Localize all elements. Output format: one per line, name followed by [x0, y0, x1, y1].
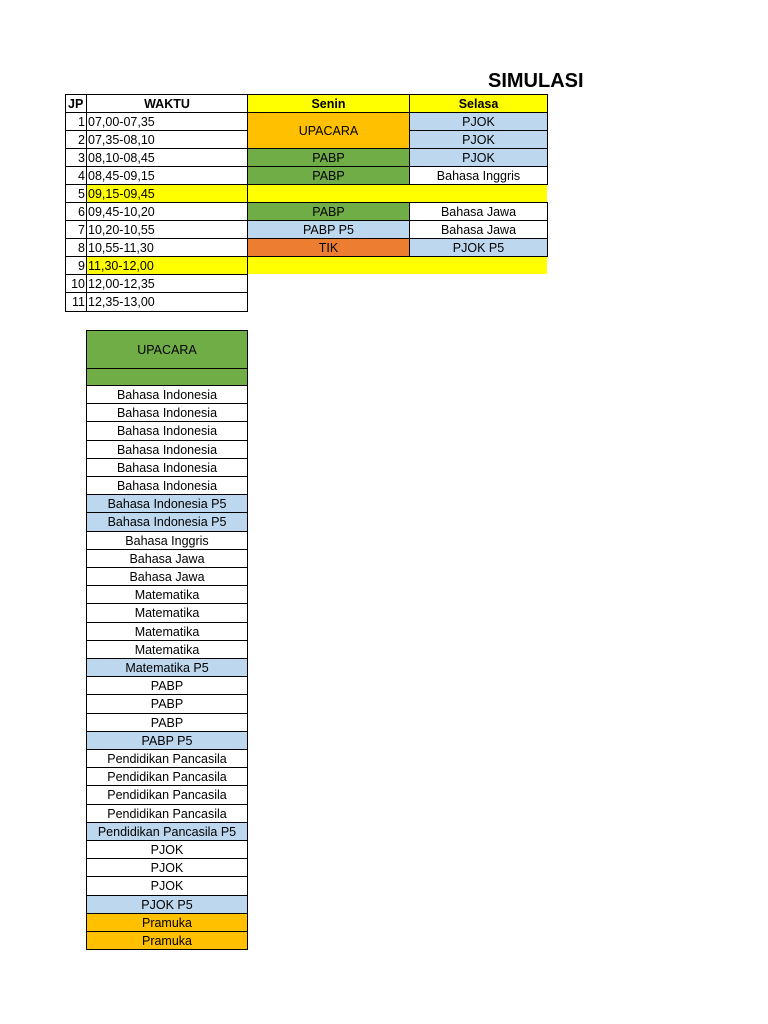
- jp-cell[interactable]: 1: [65, 112, 87, 131]
- subject-item[interactable]: PJOK: [86, 876, 248, 896]
- senin-cell[interactable]: PABP: [247, 202, 410, 221]
- selasa-cell[interactable]: PJOK P5: [409, 238, 548, 257]
- subject-item[interactable]: Bahasa Indonesia: [86, 385, 248, 404]
- jp-cell[interactable]: 4: [65, 166, 87, 185]
- subject-item[interactable]: Pendidikan Pancasila: [86, 767, 248, 786]
- subject-item[interactable]: Matematika: [86, 603, 248, 623]
- subject-item[interactable]: PABP: [86, 676, 248, 695]
- break-row-9: [248, 257, 547, 274]
- jp-cell[interactable]: 8: [65, 238, 87, 257]
- subject-item[interactable]: Matematika: [86, 585, 248, 604]
- waktu-cell[interactable]: 10,20-10,55: [86, 220, 248, 239]
- subject-item[interactable]: Pendidikan Pancasila: [86, 785, 248, 805]
- subject-item[interactable]: Pramuka: [86, 931, 248, 950]
- waktu-cell-break[interactable]: 11,30-12,00: [86, 256, 248, 275]
- subject-item[interactable]: Matematika: [86, 622, 248, 641]
- jp-cell[interactable]: 5: [65, 184, 87, 203]
- waktu-cell[interactable]: 08,10-08,45: [86, 148, 248, 167]
- senin-cell[interactable]: PABP: [247, 148, 410, 167]
- subject-item[interactable]: Bahasa Inggris: [86, 531, 248, 550]
- jp-cell[interactable]: 2: [65, 130, 87, 149]
- subject-item[interactable]: PABP: [86, 713, 248, 732]
- waktu-cell[interactable]: 08,45-09,15: [86, 166, 248, 185]
- subject-item[interactable]: PJOK: [86, 858, 248, 877]
- subject-item[interactable]: Bahasa Indonesia: [86, 440, 248, 459]
- jp-cell[interactable]: 3: [65, 148, 87, 167]
- subject-item[interactable]: Pendidikan Pancasila: [86, 804, 248, 823]
- header-selasa[interactable]: Selasa: [409, 94, 548, 113]
- subject-item[interactable]: Bahasa Indonesia: [86, 458, 248, 477]
- waktu-cell[interactable]: 07,00-07,35: [86, 112, 248, 131]
- subject-item[interactable]: Bahasa Jawa: [86, 567, 248, 586]
- subject-item[interactable]: Pendidikan Pancasila P5: [86, 822, 248, 841]
- subject-item[interactable]: Matematika P5: [86, 658, 248, 677]
- subject-item[interactable]: Bahasa Indonesia: [86, 403, 248, 422]
- selasa-cell[interactable]: Bahasa Jawa: [409, 220, 548, 239]
- subject-item[interactable]: PJOK: [86, 840, 248, 859]
- jp-cell[interactable]: 10: [65, 274, 87, 293]
- selasa-cell[interactable]: Bahasa Jawa: [409, 202, 548, 221]
- subject-item[interactable]: PABP P5: [86, 731, 248, 750]
- waktu-cell[interactable]: 09,45-10,20: [86, 202, 248, 221]
- waktu-cell-break[interactable]: 09,15-09,45: [86, 184, 248, 203]
- header-jp[interactable]: JP: [65, 94, 87, 113]
- waktu-cell[interactable]: 12,00-12,35: [86, 274, 248, 293]
- subject-item[interactable]: Pramuka: [86, 913, 248, 932]
- subject-item[interactable]: Bahasa Indonesia: [86, 476, 248, 495]
- jp-cell[interactable]: 7: [65, 220, 87, 239]
- senin-cell[interactable]: TIK: [247, 238, 410, 257]
- subject-item[interactable]: PABP: [86, 694, 248, 714]
- subject-item[interactable]: Bahasa Indonesia: [86, 421, 248, 441]
- subject-item[interactable]: Pendidikan Pancasila: [86, 749, 248, 768]
- senin-cell[interactable]: PABP P5: [247, 220, 410, 239]
- break-row-5: [248, 185, 547, 202]
- subject-item[interactable]: Bahasa Jawa: [86, 549, 248, 568]
- page-title: SIMULASI: [488, 70, 584, 92]
- subject-upacara[interactable]: UPACARA: [86, 330, 248, 369]
- selasa-cell[interactable]: Bahasa Inggris: [409, 166, 548, 185]
- senin-upacara-cell[interactable]: UPACARA: [247, 112, 410, 149]
- subject-item[interactable]: Bahasa Indonesia P5: [86, 494, 248, 513]
- selasa-cell[interactable]: PJOK: [409, 112, 548, 131]
- subject-item[interactable]: Matematika: [86, 640, 248, 659]
- header-waktu[interactable]: WAKTU: [86, 94, 248, 113]
- selasa-cell[interactable]: PJOK: [409, 130, 548, 149]
- waktu-cell[interactable]: 10,55-11,30: [86, 238, 248, 257]
- jp-cell[interactable]: 6: [65, 202, 87, 221]
- selasa-cell[interactable]: PJOK: [409, 148, 548, 167]
- subject-item[interactable]: Bahasa Indonesia P5: [86, 512, 248, 532]
- header-senin[interactable]: Senin: [247, 94, 410, 113]
- subject-blank[interactable]: [86, 368, 248, 386]
- subject-item[interactable]: PJOK P5: [86, 895, 248, 914]
- jp-cell[interactable]: 9: [65, 256, 87, 275]
- senin-cell[interactable]: PABP: [247, 166, 410, 185]
- waktu-cell[interactable]: 12,35-13,00: [86, 292, 248, 312]
- jp-cell[interactable]: 11: [65, 292, 87, 312]
- waktu-cell[interactable]: 07,35-08,10: [86, 130, 248, 149]
